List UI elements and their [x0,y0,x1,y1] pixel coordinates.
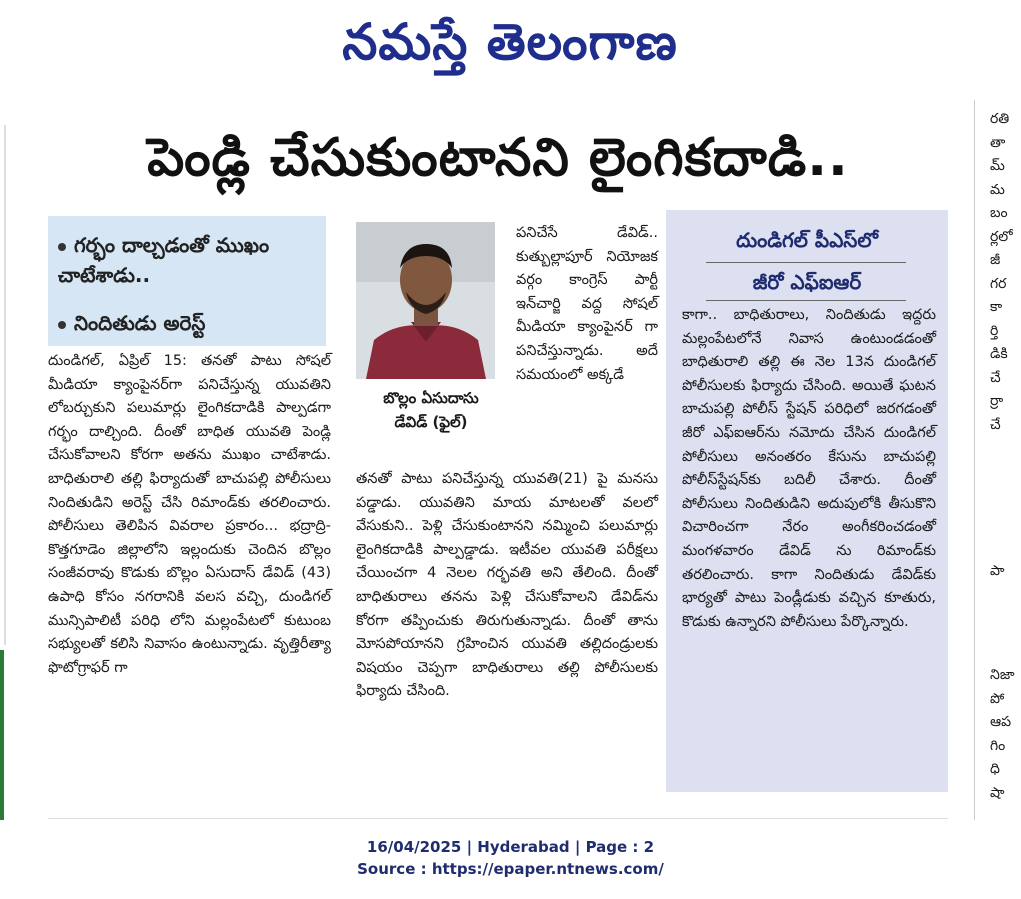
left-edge-marker [0,650,4,820]
article-column-2-top [516,222,658,387]
caption-name: బొల్లం ఏసుదాసు [383,389,479,407]
highlight-text: గర్భం దాల్చడంతో ముఖం చాటేశాడు.. [58,233,270,287]
box-subheading: జీరో ఎఫ్ఐఆర్ [752,270,862,294]
heading-divider [706,300,906,301]
adjacent-article-fragment: నిజా పో ఆప గిం ధి షా [990,667,1015,801]
adjacent-article-fragment: రతి తా మ్ మ బం ర్లలో జీ గర కా ర్తి డికి చే ర్రా చే [990,111,1013,433]
bullet-icon [58,243,66,251]
highlight-text: నిందితుడు అరెస్ట్ [74,311,206,335]
article-paragraph: పనిచేసే డేవిడ్.. కుత్బుల్లాపూర్ నియోజక వర్గం కాంగ్రెస్ పార్టీ ఇన్‌చార్జి వద్ద సోషల్ మీడియా క్యాంపైనర్ గా పనిచేస్తున్నాడు. అదే సమయంలో అక్కడే [516,225,658,383]
box-subheading: దుండిగల్ పీఎస్‌లో [736,228,878,252]
adjacent-article-fragment: పా [990,563,1005,579]
article-paragraph: కాగా.. బాధితురాలు, నిందితుడు ఇద్దరు మల్లంపేటలోనే నివాస ఉంటుండడంతో బాధితురాలి తల్లి ఈ నెల 13న దుండిగల్ పోలీసులకు ఫిర్యాదు చేసింది. అయితే ఘటన బాచుపల్లి పోలీస్ స్టేషన్ పరిధిలో జరగడంతో జీరో ఎఫ్ఐఆర్‌ను నమోదు చేసిన దుండిగల్ పోలీసులు అనంతరం కేసును బాచుపల్లి పోలీస్‌స్టేషన్‌కు బదిలీ చేశారు. దీంతో పోలీసులు నిందితుడిని అదుపులోకి తీసుకొని విచారించగా నేరం అంగీకరించడంతో మంగళవారం డేవిడ్ ను రిమాండ్‌కు తరలించారు. కాగా నిందితుడు డేవిడ్‌కు భార్యతో పాటు పెండ్లీడుకు వచ్చిన కూతురు, కొడుకు ఉన్నారని పోలీసులు పేర్కొన్నారు. [682,307,936,630]
left-column-divider [4,125,6,645]
article-paragraph: దుండిగల్, ఏప్రిల్ 15: తనతో పాటు సోషల్ మీడియా క్యాంపైనర్‌గా పనిచేస్తున్న యువతిని లోబర్చుకుని పలుమార్లు లైంగికదాడికి పాల్పడగా గర్భం దాల్చింది. దీంతో బాధిత యువతి పెండ్లి చేసుకోవాలని కోరగా అతను ముఖం చాటేశాడు. బాధితురాలి తల్లి ఫిర్యాదుతో బాచుపల్లి పోలీసులు నిందితుడిని అరెస్ట్ చేసి రిమాండ్‌కు తరలించారు. పోలీసులు తెలిపిన వివరాల ప్రకారం... భద్రాద్రి- కొత్తగూడెం జిల్లాలోని ఇల్లందుకు చెందిన బొల్లం సంజీవరావు కొడుకు బొల్లం ఏసుదాస్ డేవిడ్ (43) ఉపాధి కోసం నగరానికి వలస వచ్చి, దుండిగల్ మున్సిపాలిటీ పరిధి లోని మల్లంపేటలో కుటుంబ సభ్యులతో కలిసి నివాసం ఉంటున్నాడు. వృత్తిరీత్యా ఫొటోగ్రాఫర్ గా [48,353,331,676]
person-photo-icon [356,222,495,379]
edition-info: 16/04/2025 | Hyderabad | Page : 2 [366,838,655,856]
accused-photo [356,222,495,379]
right-column-divider [974,100,975,820]
article-column-2-bottom [356,468,658,704]
source-link[interactable]: Source : https://epaper.ntnews.com/ [357,860,664,878]
bullet-icon [58,321,66,329]
highlights-box [48,216,326,346]
article-column-3 [682,304,936,634]
article-paragraph: తనతో పాటు పనిచేస్తున్న యువతి(21) పై మనసు పడ్డాడు. యువతిని మాయ మాటలతో వలలో వేసుకుని.. పెళ్లి చేసుకుంటానని నమ్మించి పలుమార్లు లైంగికదాడికి పాల్పడ్డాడు. ఇటీవల యువతి పరీక్షలు చేయించగా 4 నెలల గర్భవతి అని తేలింది. దీంతో బాధితురాలు తనను పెళ్లి చేసుకోవాలని డేవిడ్‌ను కోరగా తప్పించుకు తిరుగుతున్నాడు. దీంతో తాను మోసపోయానని గ్రహించిన యువతి తల్లిదండ్రులకు విషయం చెప్పగా బాధితురాలు తల్లి పోలీసులకు ఫిర్యాదు చేసింది. [356,471,658,700]
highlight-item [58,308,205,338]
heading-divider [706,262,906,263]
headline: పెండ్లి చేసుకుంటానని లైంగికదాడి.. [147,128,849,188]
caption-file: డేవిడ్ (ఫైల్) [394,413,468,431]
masthead-logo: నమస్తే తెలంగాణ [342,13,678,71]
page-bottom-rule [48,818,948,819]
photo-caption [356,386,506,434]
highlight-item [58,230,323,290]
article-column-1 [48,350,331,680]
